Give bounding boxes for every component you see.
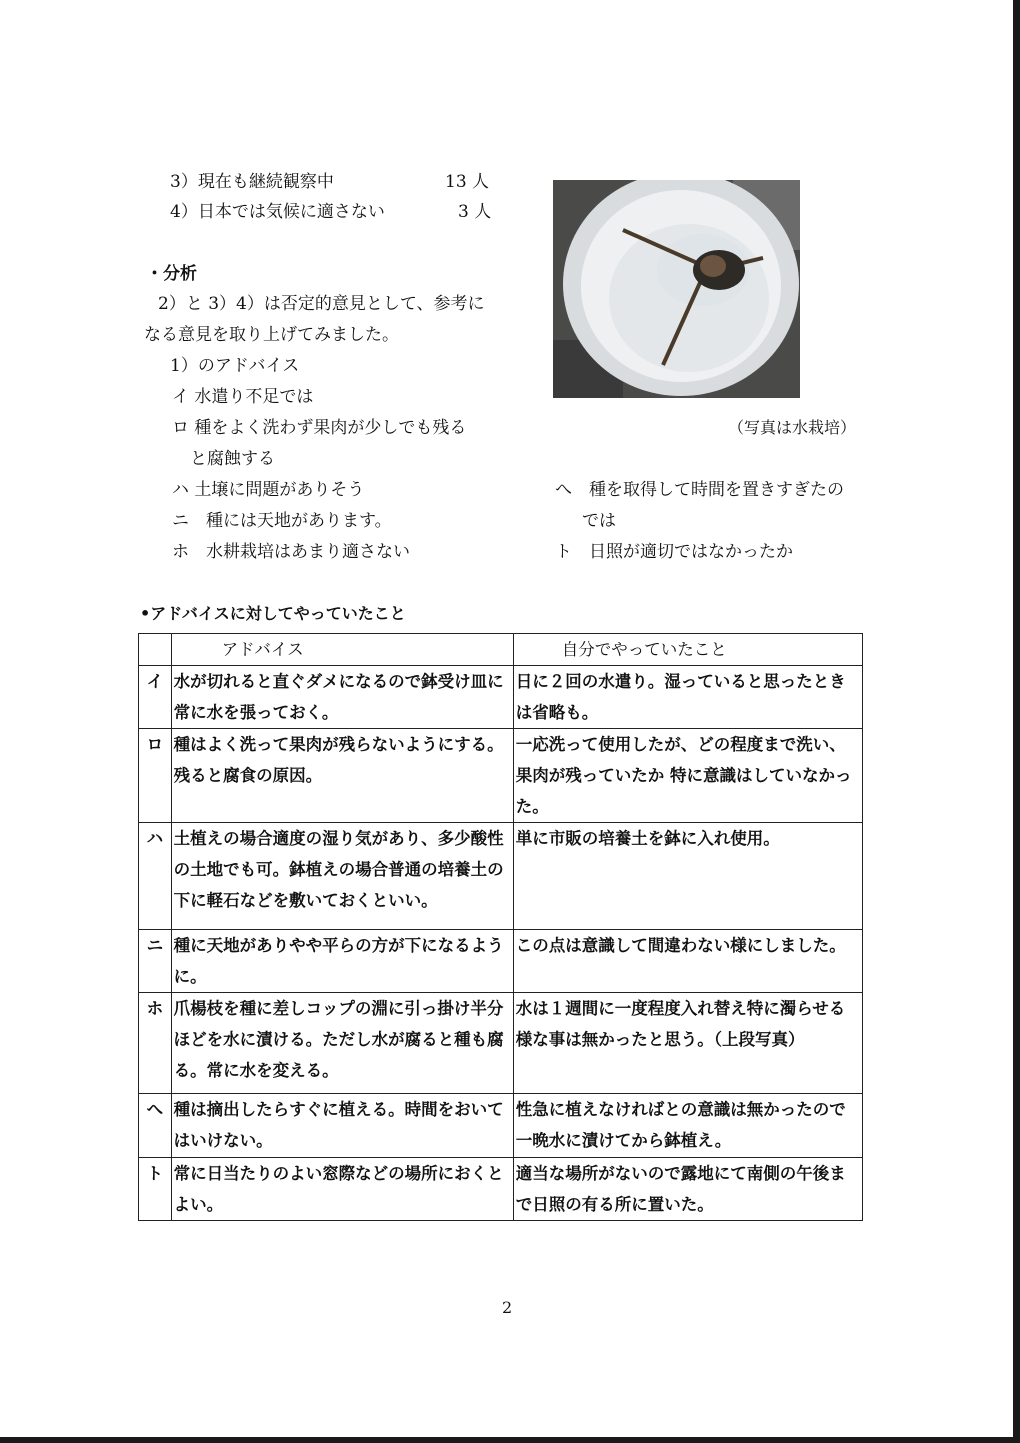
- list-item-count: 13 人: [445, 172, 490, 192]
- table-row: [139, 993, 863, 1094]
- row-key: イ: [139, 666, 172, 729]
- row-key: ニ: [139, 930, 172, 993]
- row-mine: 適当な場所がないので露地にて南側の午後まで日照の有る所に置いた。: [513, 1158, 862, 1221]
- row-advice: 種はよく洗って果肉が残らないようにする。残ると腐食の原因。: [171, 729, 513, 823]
- row-advice: 種に天地がありやや平らの方が下になるように。: [171, 930, 513, 993]
- row-mine: 単に市販の培養土を鉢に入れ使用。: [513, 823, 862, 930]
- list-item-label: 3）現在も継続観察中: [170, 172, 334, 192]
- list-item-3: [170, 170, 500, 194]
- row-advice: 常に日当たりのよい窓際などの場所におくとよい。: [171, 1158, 513, 1221]
- table-heading: •アドバイスに対してやっていたこと: [140, 604, 406, 623]
- row-advice: 爪楊枝を種に差しコップの淵に引っ掛け半分ほどを水に漬ける。ただし水が腐ると種も腐る。常に水を変える。: [171, 993, 513, 1094]
- row-mine: 日に２回の水遣り。湿っていると思ったときは省略も。: [513, 666, 862, 729]
- table-row: [139, 930, 863, 993]
- table-row: [139, 823, 863, 930]
- list-item-label: 4）日本では気候に適さない: [170, 202, 385, 222]
- advice-item-ha: ハ 土壌に問題がありそう: [172, 480, 365, 500]
- page-number: 2: [502, 1298, 513, 1317]
- analysis-heading: ・分析: [146, 264, 197, 284]
- table-row: [139, 1158, 863, 1221]
- advice-item-ro-cont: と腐蝕する: [190, 449, 275, 469]
- list-item-4: [170, 200, 500, 224]
- table-header-row: [139, 634, 863, 666]
- row-mine: 性急に植えなければとの意識は無かったので一晩水に漬けてから鉢植え。: [513, 1094, 862, 1158]
- list-item-count: 3 人: [458, 202, 492, 222]
- analysis-para-line1: 2）と 3）4）は否定的意見として、参考に: [158, 294, 485, 314]
- table-header-key: [139, 634, 172, 666]
- table-row: [139, 666, 863, 729]
- photo-caption: （写真は水栽培）: [728, 418, 857, 437]
- row-advice: 水が切れると直ぐダメになるので鉢受け皿に常に水を張っておく。: [171, 666, 513, 729]
- table-header-advice: アドバイス: [171, 634, 513, 666]
- advice-item-he-cont: では: [582, 511, 616, 531]
- table-row: [139, 1094, 863, 1158]
- row-advice: 種は摘出したらすぐに植える。時間をおいてはいけない。: [171, 1094, 513, 1158]
- row-key: ロ: [139, 729, 172, 823]
- advice-item-ro: ロ 種をよく洗わず果肉が少しでも残る: [172, 418, 467, 438]
- advice-item-ho: ホ 水耕栽培はあまり適さない: [172, 542, 410, 562]
- advice-item-i: イ 水遣り不足では: [172, 387, 314, 407]
- table-row: [139, 729, 863, 823]
- table-header-mine: 自分でやっていたこと: [513, 634, 862, 666]
- page-edge-right: [1013, 0, 1020, 1443]
- advice-item-ni: ニ 種には天地があります。: [172, 511, 392, 531]
- row-advice: 土植えの場合適度の湿り気があり、多少酸性の土地でも可。鉢植えの場合普通の培養土の下に軽石などを敷いておくといい。: [171, 823, 513, 930]
- page-edge-bottom: [0, 1437, 1020, 1443]
- hydroponic-photo: [553, 180, 800, 398]
- row-key: ホ: [139, 993, 172, 1094]
- row-mine: 一応洗って使用したが、どの程度まで洗い、果肉が残っていたか 特に意識はしていなかった。: [513, 729, 862, 823]
- row-key: ハ: [139, 823, 172, 930]
- row-mine: この点は意識して間違わない様にしました。: [513, 930, 862, 993]
- advice-subheading: 1）のアドバイス: [170, 356, 300, 376]
- analysis-para-line2: なる意見を取り上げてみました。: [144, 325, 399, 345]
- advice-table: [138, 633, 863, 1221]
- advice-item-to: ト 日照が適切ではなかったか: [555, 542, 793, 562]
- row-mine: 水は１週間に一度程度入れ替え特に濁らせる様な事は無かったと思う。（上段写真）: [513, 993, 862, 1094]
- row-key: ト: [139, 1158, 172, 1221]
- row-key: へ: [139, 1094, 172, 1158]
- advice-item-he: へ 種を取得して時間を置きすぎたの: [555, 480, 844, 500]
